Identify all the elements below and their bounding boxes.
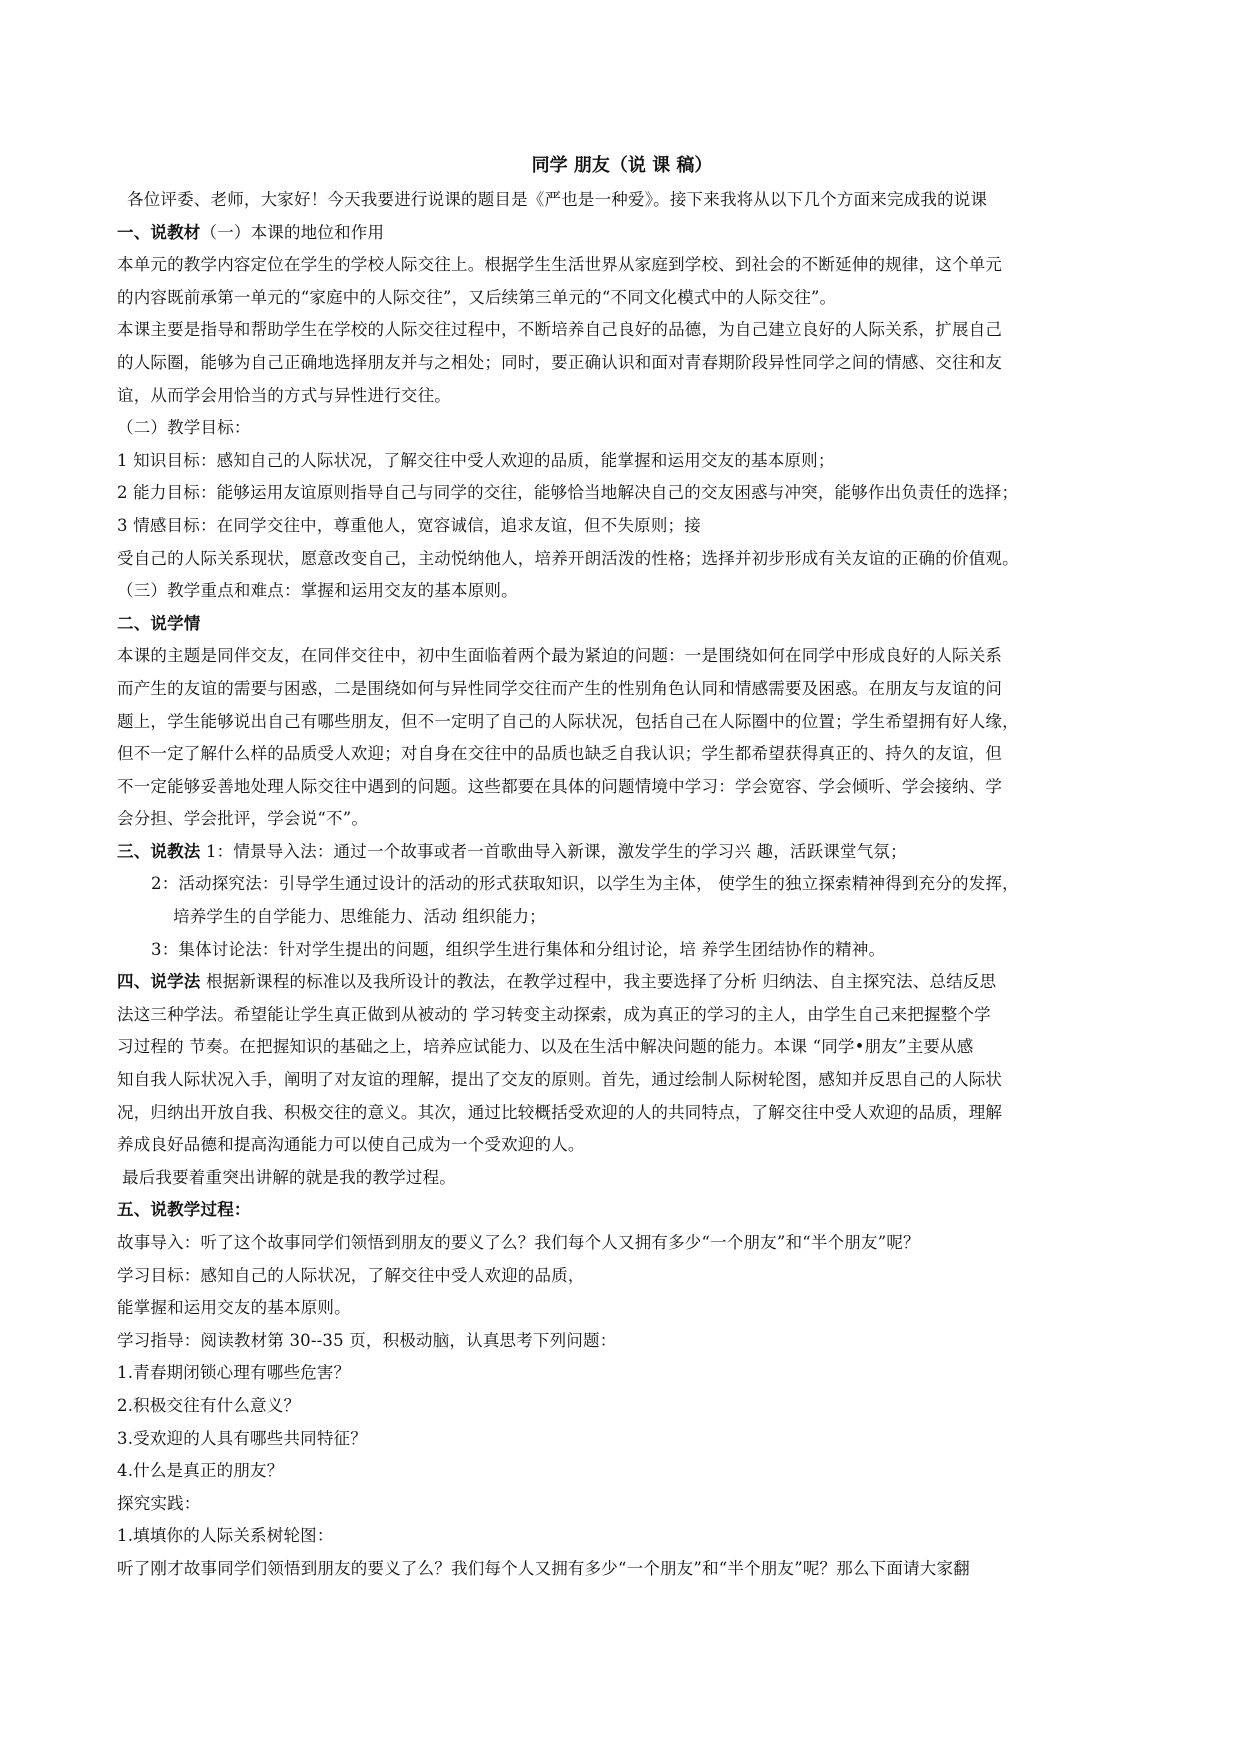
document-page (117, 152, 1127, 1586)
line-text: 学习目标：感知自己的人际状况，了解交往中受人欢迎的品质， (117, 1265, 585, 1285)
paragraph-line (117, 1260, 1127, 1293)
paragraph-line (117, 934, 1127, 967)
paragraph-line (117, 706, 1127, 739)
line-text: （三）教学重点和难点：掌握和运用交友的基本原则。 (117, 581, 518, 601)
paragraph-line (117, 1455, 1127, 1488)
line-text: 探究实践： (117, 1493, 201, 1513)
line-text: 的内容既前承第一单元的“家庭中的人际交往”，又后续第三单元的“不同文化模式中的人际交往”。 (117, 287, 837, 307)
paragraph-line (117, 1031, 1127, 1064)
line-text: 1 知识目标：感知自己的人际状况，了解交往中受人欢迎的品质，能掌握和运用交友的基本原则； (117, 450, 835, 470)
line-text: 听了刚才故事同学们领悟到朋友的要义了么？我们每个人又拥有多少“一个朋友”和“半个朋友”呢？那么下面请大家翻 (117, 1558, 970, 1578)
line-text: 各位评委、老师，大家好！今天我要进行说课的题目是《严也是一种爱》。接下来我将从以下几个方面来完成我的说课 (127, 190, 988, 209)
line-text: （一）本课的地位和作用 (200, 222, 385, 242)
section-heading: 二、说学情 (117, 613, 201, 633)
line-text: 2 能力目标：能够运用友谊原则指导自己与同学的交往，能够恰当地解决自己的交友困惑与冲突，能够作出负责任的选择； (117, 483, 1019, 503)
paragraph-line (117, 347, 1127, 380)
section-heading-line (117, 836, 1127, 869)
paragraph-line (117, 673, 1127, 706)
paragraph-line (117, 1423, 1127, 1456)
line-text: 1：情景导入法：通过一个故事或者一首歌曲导入新课，激发学生的学习兴 趣，活跃课堂气氛； (200, 841, 907, 861)
line-text: 3 情感目标：在同学交往中，尊重他人，宽容诚信，追求友谊，但不失原则；接 (117, 515, 701, 535)
line-text: 1.青春期闭锁心理有哪些危害？ (117, 1363, 351, 1383)
paragraph-line (117, 868, 1127, 901)
section-heading-line (117, 1194, 1127, 1227)
line-text: 根据新课程的标准以及我所设计的教法，在教学过程中，我主要选择了分析 归纳法、自主探究法、总结反思 (200, 972, 997, 992)
line-text: 习过程的 节奏。在把握知识的基础之上，培养应试能力、以及在生活中解决问题的能力。本课 “同学•朋友”主要从感 (117, 1037, 974, 1057)
paragraph-line (117, 1325, 1127, 1358)
paragraph-line (117, 510, 1127, 543)
line-text: 故事导入：听了这个故事同学们领悟到朋友的要义了么？我们每个人又拥有多少“一个朋友”和“半个朋友”呢？ (117, 1233, 920, 1252)
paragraph-line (117, 1357, 1127, 1390)
paragraph-line (117, 380, 1127, 413)
line-text: 受自己的人际关系现状，愿意改变自己，主动悦纳他人，培养开朗活泼的性格；选择并初步形成有关友谊的正确的价值观。 (117, 548, 1019, 568)
paragraph-line (117, 184, 1127, 217)
section-heading: 三、说教法 (117, 841, 201, 861)
paragraph-line (117, 543, 1127, 576)
line-text: 养成良好品德和提高沟通能力可以使自己成为一个受欢迎的人。 (117, 1135, 585, 1155)
line-text: 但不一定了解什么样的品质受人欢迎；对自身在交往中的品质也缺乏自我认识；学生都希望获得真正的、持久的友谊，但 (117, 744, 1003, 764)
line-text: 本课的主题是同伴交友，在同伴交往中，初中生面临着两个最为紧迫的问题：一是围绕如何在同学中形成良好的人际关系 (117, 646, 1003, 666)
line-text: 学习指导：阅读教材第 30--35 页，积极动脑，认真思考下列问题： (117, 1330, 617, 1350)
line-text: 4.什么是真正的朋友？ (117, 1461, 284, 1481)
line-text: 3.受欢迎的人具有哪些共同特征？ (117, 1428, 367, 1448)
section-heading-line (117, 966, 1127, 999)
line-text: 培养学生的自学能力、思维能力、活动 组织能力； (173, 907, 546, 927)
line-text: 题上，学生能够说出自己有哪些朋友，但不一定明了自己的人际状况，包括自己在人际圈中的位置；学生希望拥有好人缘， (117, 711, 1019, 731)
paragraph-line (117, 1390, 1127, 1423)
line-text: 谊，从而学会用恰当的方式与异性进行交往。 (117, 385, 451, 405)
paragraph-line (117, 477, 1127, 510)
line-text: 法这三种学法。希望能让学生真正做到从被动的 学习转变主动探索，成为真正的学习的主人，由学生自己来把握整个学 (117, 1004, 991, 1024)
section-heading-line (117, 608, 1127, 641)
paragraph-line (117, 1227, 1127, 1260)
paragraph-line (117, 803, 1127, 836)
paragraph-line (117, 1488, 1127, 1521)
line-text: 会分担、学会批评，学会说“不”。 (117, 809, 369, 829)
paragraph-line (117, 249, 1127, 282)
paragraph-line (117, 1129, 1127, 1162)
section-heading-line (117, 217, 1127, 250)
line-text: 2.积极交往有什么意义？ (117, 1395, 301, 1415)
paragraph-line (117, 282, 1127, 315)
line-text: 能掌握和运用交友的基本原则。 (117, 1298, 351, 1318)
section-heading: 四、说学法 (117, 972, 201, 992)
paragraph-line (117, 999, 1127, 1032)
paragraph-line (117, 640, 1127, 673)
line-text: 本课主要是指导和帮助学生在学校的人际交往过程中，不断培养自己良好的品德，为自己建立良好的人际关系，扩展自己 (117, 320, 1003, 340)
paragraph-line (117, 575, 1127, 608)
section-heading: 五、说教学过程： (117, 1200, 251, 1220)
line-text: 2：活动探究法：引导学生通过设计的活动的形式获取知识，以学生为主体， 使学生的独立探索精神得到充分的发挥， (151, 874, 1019, 894)
paragraph-line (117, 1097, 1127, 1130)
line-text: 知自我人际状况入手，阐明了对友谊的理解，提出了交友的原则。首先，通过绘制人际树轮图，感知并反思自己的人际状 (117, 1070, 1003, 1090)
line-text: 而产生的友谊的需要与困惑，二是围绕如何与异性同学交往而产生的性别角色认同和情感需要及困惑。在朋友与友谊的问 (117, 678, 1003, 698)
line-text: 3：集体讨论法：针对学生提出的问题，组织学生进行集体和分组讨论，培 养学生团结协作的精神。 (151, 939, 886, 959)
paragraph-line (117, 1553, 1127, 1586)
paragraph-line (117, 1292, 1127, 1325)
line-text: （二）教学目标： (117, 418, 251, 438)
paragraph-line (117, 1162, 1127, 1195)
paragraph-line (117, 445, 1127, 478)
line-text: 的人际圈，能够为自己正确地选择朋友并与之相处；同时，要正确认识和面对青春期阶段异性同学之间的情感、交往和友 (117, 352, 1003, 372)
line-text: 最后我要着重突出讲解的就是我的教学过程。 (122, 1167, 456, 1187)
document-body (117, 184, 1127, 1586)
line-text: 况，归纳出开放自我、积极交往的意义。其次，通过比较概括受欢迎的人的共同特点，了解交往中受人欢迎的品质，理解 (117, 1102, 1003, 1122)
document-title: 同学 朋友（说 课 稿） (531, 155, 713, 176)
section-heading: 一、说教材 (117, 222, 201, 242)
paragraph-line (117, 314, 1127, 347)
paragraph-line (117, 771, 1127, 804)
line-text: 不一定能够妥善地处理人际交往中遇到的问题。这些都要在具体的问题情境中学习：学会宽容、学会倾听、学会接纳、学 (117, 776, 1003, 796)
paragraph-line (117, 1064, 1127, 1097)
paragraph-line (117, 901, 1127, 934)
line-text: 1.填填你的人际关系树轮图： (117, 1526, 334, 1546)
paragraph-line (117, 738, 1127, 771)
paragraph-line (117, 412, 1127, 445)
line-text: 本单元的教学内容定位在学生的学校人际交往上。根据学生生活世界从家庭到学校、到社会的不断延伸的规律，这个单元 (117, 255, 1003, 275)
paragraph-line (117, 1520, 1127, 1553)
